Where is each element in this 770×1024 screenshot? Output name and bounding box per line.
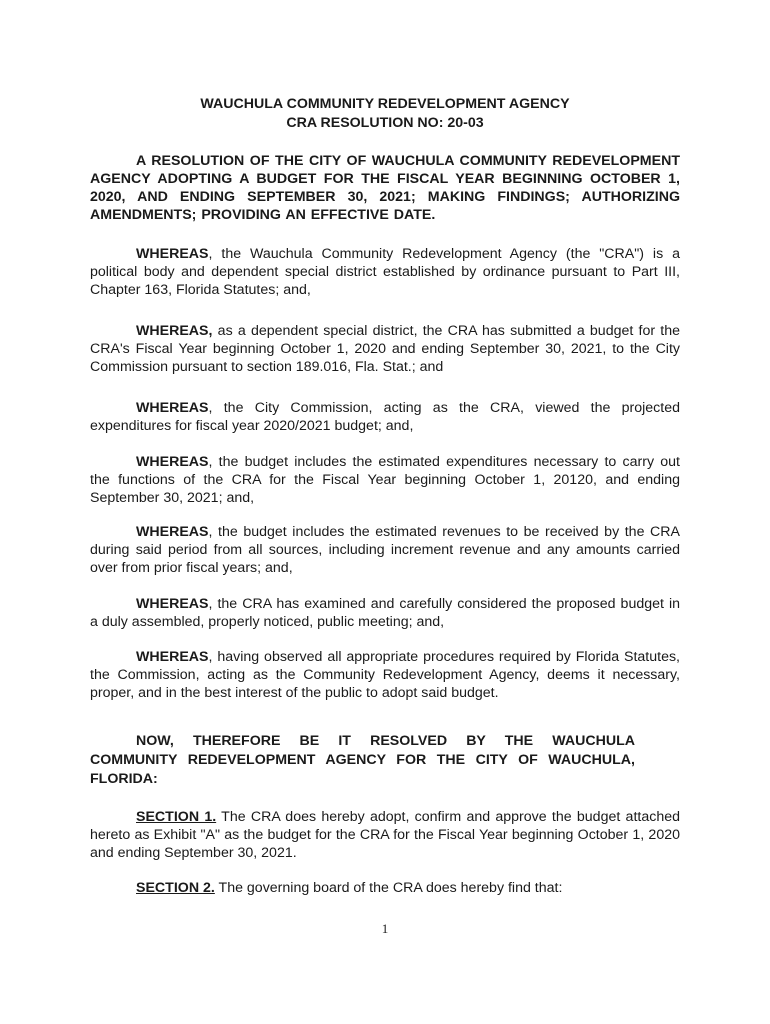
whereas-lead: WHEREAS <box>136 524 209 540</box>
whereas-text: , having observed all appropriate procedures required by Florida Statutes, the Commission, acting as the Community Redevelopment Agency, deems it necessary, proper, and in the best interest of the public to adopt said budget. <box>90 649 680 701</box>
whereas-text: , the Wauchula Community Redevelopment Agency (the "CRA") is a political body and dependent special district established by ordinance pursuant to Part III, Chapter 163, Florida Statutes; and, <box>90 246 680 298</box>
whereas-text: as a dependent special district, the CRA has submitted a budget for the CRA's Fiscal Year beginning October 1, 2020 and ending September 30, 2021, to the City Commission pursuant to section 189.016, Fla. Stat.; and <box>90 323 680 375</box>
section-2 <box>90 879 680 897</box>
section-text: The governing board of the CRA does hereby find that: <box>214 880 563 896</box>
whereas-text: , the budget includes the estimated revenues to be received by the CRA during said period from all sources, including increment revenue and any amounts carried over from prior fiscal years; and, <box>90 524 680 576</box>
whereas-lead: WHEREAS <box>136 596 209 612</box>
resolution-number: CRA RESOLUTION NO: 20-03 <box>286 115 484 131</box>
whereas-paragraph-6 <box>90 595 680 631</box>
section-label: SECTION 2. <box>136 880 215 896</box>
whereas-paragraph-1 <box>90 245 680 299</box>
whereas-paragraph-2 <box>90 322 680 376</box>
whereas-paragraph-5 <box>90 523 680 577</box>
section-label: SECTION 1. <box>136 809 217 825</box>
whereas-lead: WHEREAS <box>136 246 209 262</box>
whereas-lead: WHEREAS <box>136 454 209 470</box>
whereas-text: , the City Commission, acting as the CRA, viewed the projected expenditures for fiscal year 2020/2021 budget; and, <box>90 400 680 434</box>
whereas-text: , the budget includes the estimated expenditures necessary to carry out the functions of the CRA for the Fiscal Year beginning October 1, 20120, and ending September 30, 2021; and, <box>90 454 680 506</box>
page-number: 1 <box>381 921 389 936</box>
agency-heading: WAUCHULA COMMUNITY REDEVELOPMENT AGENCY <box>200 96 570 112</box>
whereas-paragraph-3 <box>90 399 680 435</box>
whereas-lead: WHEREAS <box>136 649 209 665</box>
resolution-title: A RESOLUTION OF THE CITY OF WAUCHULA COMMUNITY REDEVELOPMENT AGENCY ADOPTING A BUDGET FOR THE FISCAL YEAR BEGINNING OCTOBER 1, 2020, AND ENDING SEPTEMBER 30, 2021; MAKING FINDINGS; AUTHORIZING AMENDMENTS; PROVIDING AN EFFECTIVE DATE. <box>90 153 680 223</box>
section-text: The CRA does hereby adopt, confirm and approve the budget attached hereto as Exhibit "A" as the budget for the CRA for the Fiscal Year beginning October 1, 2020 and ending September 30, 2021. <box>90 809 680 861</box>
whereas-lead: WHEREAS <box>136 400 209 416</box>
whereas-text: , the CRA has examined and carefully considered the proposed budget in a duly assembled, properly noticed, public meeting; and, <box>90 596 680 630</box>
whereas-paragraph-4 <box>90 453 680 507</box>
section-1 <box>90 808 680 862</box>
whereas-paragraph-7 <box>90 648 680 702</box>
resolved-clause: NOW, THEREFORE BE IT RESOLVED BY THE WAUCHULA COMMUNITY REDEVELOPMENT AGENCY FOR THE CITY OF WAUCHULA, FLORIDA: <box>90 733 635 787</box>
whereas-lead: WHEREAS, <box>136 323 213 339</box>
